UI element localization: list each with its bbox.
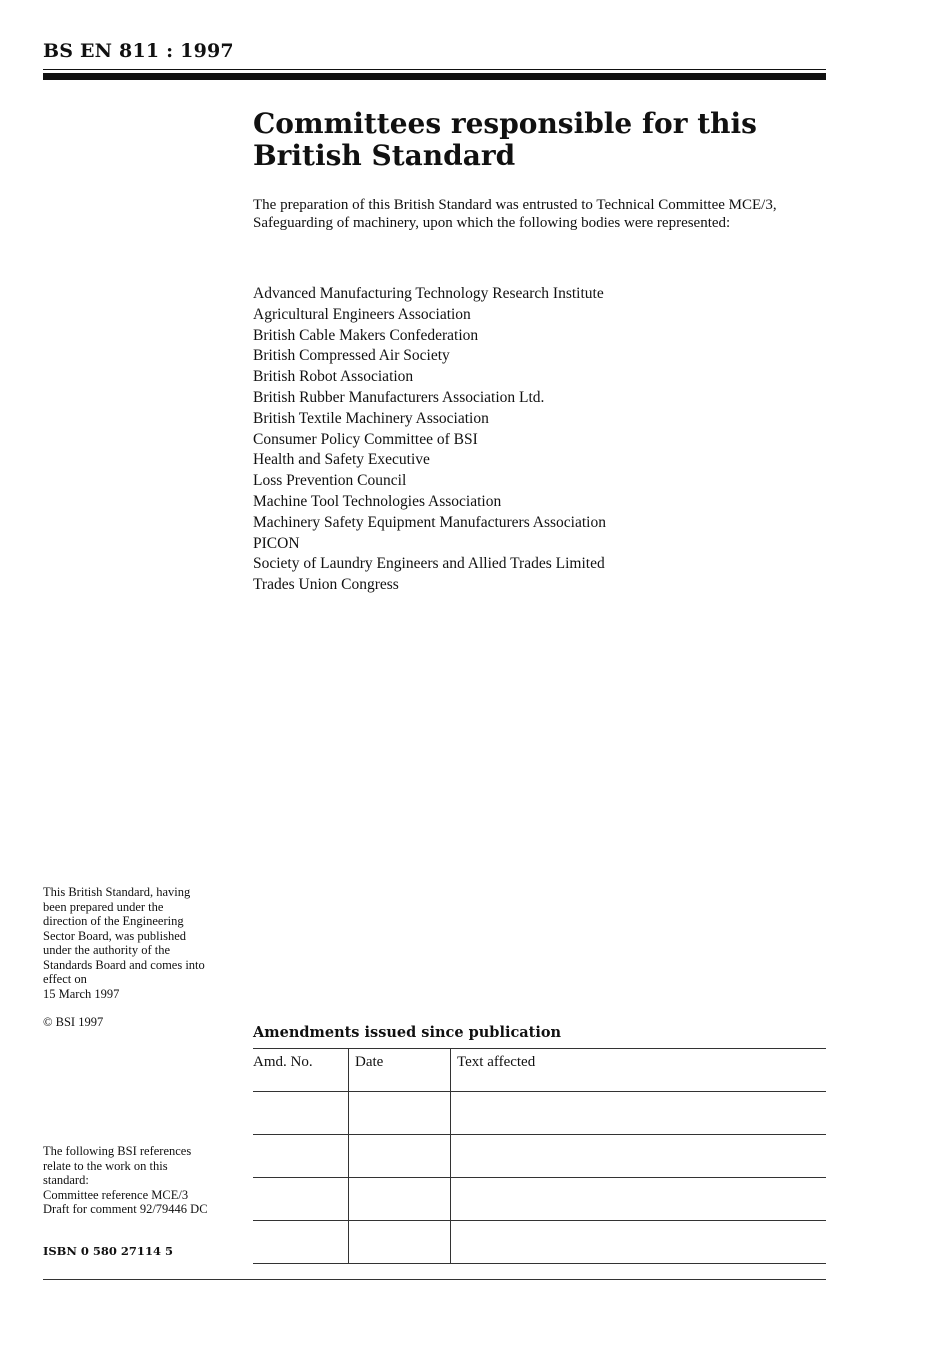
table-cell [253,1178,349,1221]
represented-body: Agricultural Engineers Association [253,305,471,323]
publication-note-line: 15 March 1997 [43,986,120,1001]
table-cell [451,1221,827,1264]
footer-rule [43,1279,826,1280]
page-title [253,108,813,172]
represented-body: Loss Prevention Council [253,472,407,490]
references-note-line: relate to the work on this [43,1158,168,1173]
publication-note [43,885,233,1001]
publication-note-line: direction of the Engineering [43,914,184,928]
represented-body: PICON [253,534,300,552]
references-note-line: The following BSI references [43,1144,192,1158]
table-cell [349,1135,451,1178]
isbn: ISBN 0 580 27114 5 [43,1244,173,1258]
table-cell [451,1092,827,1135]
table-cell [253,1092,349,1135]
represented-body: Trades Union Congress [253,576,399,594]
column-header-amd-no: Amd. No. [253,1049,349,1092]
represented-body: British Robot Association [253,368,414,386]
table-row [253,1178,826,1221]
publication-note-line: under the authority of the [43,943,171,957]
publication-note-line: This British Standard, having [43,885,191,899]
publication-note-line: been prepared under the [43,899,164,914]
amendments-table [253,1048,826,1264]
represented-body: Health and Safety Executive [253,451,430,469]
publication-note-line: effect on [43,972,87,986]
publication-note-line: Standards Board and comes into [43,957,205,972]
represented-body: Consumer Policy Committee of BSI [253,430,478,448]
document-reference: BS EN 811 : 1997 [43,40,234,62]
represented-body: Machinery Safety Equipment Manufacturers Association [253,513,606,531]
references-note-line: Committee reference MCE/3 [43,1187,189,1202]
represented-body: British Textile Machinery Association [253,409,489,427]
page-title-line-1: Committees responsible for this [253,107,757,140]
publication-note-line: Sector Board, was published [43,928,187,943]
table-cell [253,1135,349,1178]
amendments-header-row [253,1049,826,1092]
references-note [43,1144,233,1217]
references-note-line: Draft for comment 92/79446 DC [43,1202,208,1216]
table-cell [451,1135,827,1178]
amendments-heading: Amendments issued since publication [253,1024,562,1041]
represented-body: Advanced Manufacturing Technology Research Institute [253,285,604,302]
table-cell [253,1221,349,1264]
table-cell [451,1178,827,1221]
represented-body: British Rubber Manufacturers Association Ltd. [253,388,545,406]
table-row [253,1221,826,1264]
page-title-line-2: British Standard [253,139,516,172]
represented-body: Society of Laundry Engineers and Allied Trades Limited [253,555,605,573]
table-row [253,1092,826,1135]
copyright-notice: © BSI 1997 [43,1015,104,1029]
header-thick-rule [43,73,826,80]
table-cell [349,1092,451,1135]
intro-paragraph: The preparation of this British Standard was entrusted to Technical Committee MCE/3, Safeguarding of machinery, upon which the following bodies were represented: [253,197,777,231]
column-header-text-affected: Text affected [451,1049,827,1092]
table-cell [349,1221,451,1264]
table-cell [349,1178,451,1221]
header-thin-rule [43,69,826,70]
represented-body: British Cable Makers Confederation [253,326,479,344]
table-row [253,1135,826,1178]
represented-bodies-list [253,284,823,596]
references-note-line: standard: [43,1173,89,1187]
represented-body: Machine Tool Technologies Association [253,492,502,510]
column-header-date: Date [349,1049,451,1092]
represented-body: British Compressed Air Society [253,347,450,365]
